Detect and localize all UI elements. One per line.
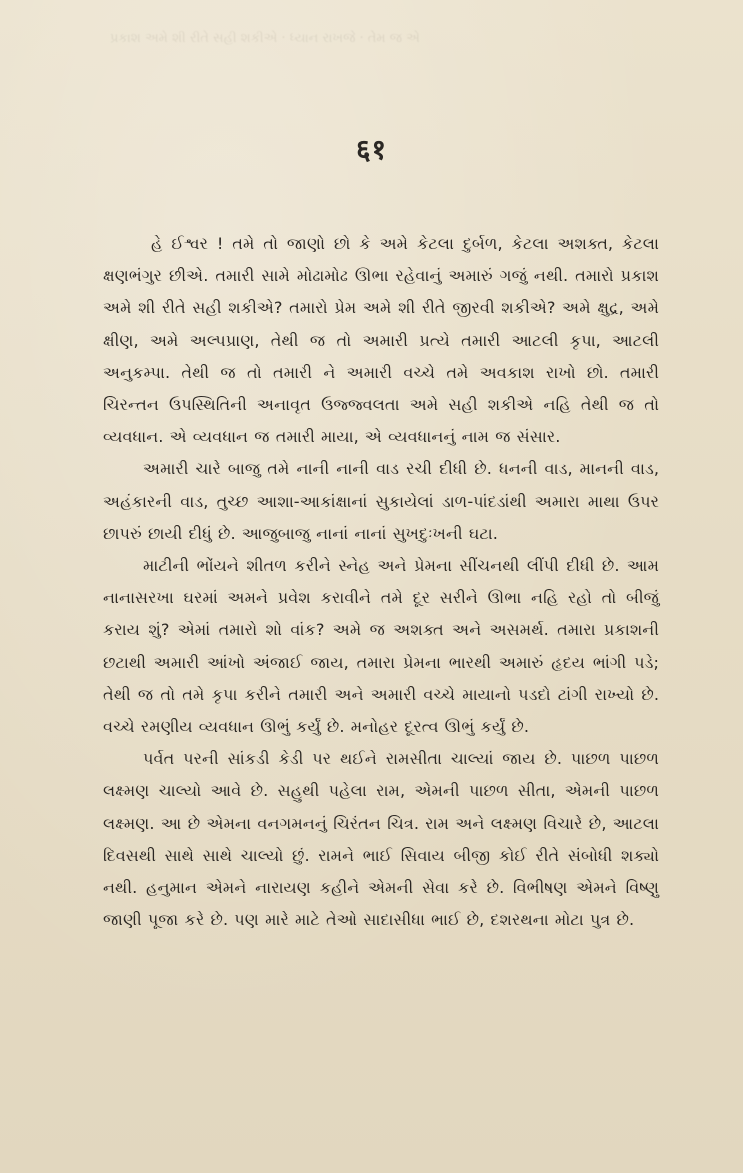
- paragraph-2: અમારી ચારે બાજુ તમે નાની નાની વાડ રચી દીધી છે. ધનની વાડ, માનની વાડ, અહંકારની વાડ, તુચ્છ આશા-આકાંક્ષાનાં સુકાયેલાં ડાળ-પાંદડાંથી અમારા માથા ઉપર છાપરું છાયી દીધું છે. આજુબાજુ નાનાં નાનાં સુખદુઃખની ઘટા.: [103, 459, 659, 543]
- paragraph-1: હે ઈશ્વર ! તમે તો જાણો છો કે અમે કેટલા દુર્બળ, કેટલા અશક્ત, કેટલા ક્ષણભંગુર છીએ. તમારી સામે મોઢામોઢ ઊભા રહેવાનું અમારું ગજું નથી. તમારો પ્રકાશ અમે શી રીતે સહી શકીએ? તમારો પ્રેમ અમે શી રીતે જીરવી શકીએ? અમે ક્ષુદ્ર, અમે ક્ષીણ, અમે અલ્પપ્રાણ, તેથી જ તો અમારી પ્રત્યે તમારી આટલી કૃપા, આટલી અનુકમ્પા. તેથી જ તો તમારી ને અમારી વચ્ચે તમે અવકાશ રાખો છો. તમારી ચિરન્તન ઉપસ્થિતિની અનાવૃત ઉજ્જ્વલતા અમે સહી શકીએ નહિ તેથી જ તો વ્યવધાન. એ વ્યવધાન જ તમારી માયા, એ વ્યવધાનનું નામ જ સંસાર.: [103, 234, 659, 447]
- paragraph-4: પર્વત પરની સાંકડી કેડી પર થઈને રામસીતા ચાલ્યાં જાય છે. પાછળ પાછળ લક્ષ્મણ ચાલ્યો આવે છે. સહુથી પહેલા રામ, એમની પાછળ સીતા, એમની પાછળ લક્ષ્મણ. આ છે એમના વનગમનનું ચિરંતન ચિત્ર. રામ અને લક્ષ્મણ વિચારે છે, આટલા દિવસથી સાથે સાથે ચાલ્યો છું. રામને ભાઈ સિવાય બીજી કોઈ રીતે સંબોધી શક્યો નથી. હનુમાન એમને નારાયણ કહીને એમની સેવા કરે છે. વિભીષણ એમને વિષ્ણુ જાણી પૂજા કરે છે. પણ મારે માટે તેઓ સાદાસીધા ભાઈ છે, દશરથના મોટા પુત્ર છે.: [103, 749, 659, 930]
- page-number: ६१: [355, 133, 388, 166]
- paragraph-3: માટીની ભોંયને શીતળ કરીને સ્નેહ અને પ્રેમના સીંચનથી લીંપી દીધી છે. આમ નાનાસરખા ઘરમાં અમને પ્રવેશ કરાવીને તમે દૂર સરીને ઊભા નહિ રહો તો બીજું કરાય શું? એમાં તમારો શો વાંક? અમે જ અશક્ત અને અસમર્થ. તમારા પ્રકાશની છટાથી અમારી આંખો અંજાઈ જાય, તમારા પ્રેમના ભારથી અમારું હૃદય ભાંગી પડે; તેથી જ તો તમે કૃપા કરીને તમારી અને અમારી વચ્ચે માયાનો પડદો ટાંગી રાખ્યો છે. વચ્ચે રમણીય વ્યવધાન ઊભું કર્યું છે. મનોહર દૂરત્વ ઊભું કર્યું છે.: [103, 556, 659, 737]
- reverse-page-show-through: પ્રકાશ અમે શી રીતે સહી શકીએ · ધ્યાન રાખજે · તેમ જ એ: [110, 31, 420, 46]
- body-text: [103, 228, 659, 936]
